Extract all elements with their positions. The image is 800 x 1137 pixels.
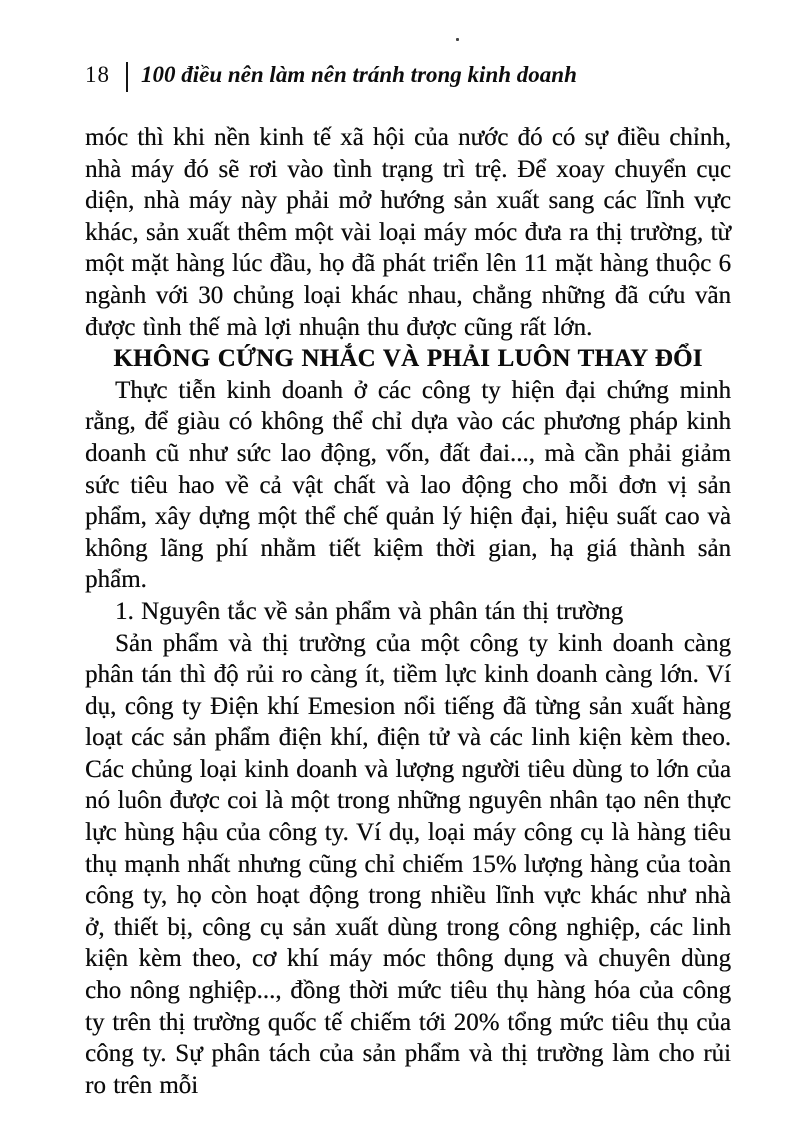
page-number: 18 xyxy=(85,62,110,87)
paragraph-2: Thực tiễn kinh doanh ở các công ty hiện đại chứng minh rằng, để giàu có không thể chỉ dựa vào các phương pháp kinh doanh cũ như sức lao động, vốn, đất đai..., mà cần phải giảm sức tiêu hao về cả vật chất và lao động cho mỗi đơn vị sản phẩm, xây dựng một thể chế quản lý hiện đại, hiệu suất cao và không lãng phí nhằm tiết kiệm thời gian, hạ giá thành sản phẩm. xyxy=(85,376,731,594)
header-divider xyxy=(126,62,128,92)
section-heading: KHÔNG CỨNG NHẮC VÀ PHẢI LUÔN THAY ĐỔI xyxy=(113,345,703,373)
numbered-subheading: 1. Nguyên tắc về sản phẩm và phân tán thị trường xyxy=(115,597,624,625)
paragraph-1: móc thì khi nền kinh tế xã hội của nước đó có sự điều chỉnh, nhà máy đó sẽ rơi vào tình trạng trì trệ. Để xoay chuyển cục diện, nhà máy này phải mở hướng sản xuất sang các lĩnh vực khác, sản xuất thêm một vài loại máy móc đưa ra thị trường, từ một mặt hàng lúc đầu, họ đã phát triển lên 11 mặt hàng thuộc 6 ngành với 30 chủng loại khác nhau, chẳng những đã cứu vãn được tình thế mà lợi nhuận thu được cũng rất lớn. xyxy=(85,124,731,341)
running-title: 100 điều nên làm nên tránh trong kinh doanh xyxy=(141,62,577,87)
paragraph-3: Sản phẩm và thị trường của một công ty kinh doanh càng phân tán thì độ rủi ro càng ít, tiềm lực kinh doanh càng lớn. Ví dụ, công ty Điện khí Emesion nổi tiếng đã từng sản xuất hàng loạt các sản phẩm điện khí, điện tử và các linh kiện kèm theo. Các chủng loại kinh doanh và lượng người tiêu dùng to lớn của nó luôn được coi là một trong những nguyên nhân tạo nên thực lực hùng hậu của công ty. Ví dụ, loại máy công cụ là hàng tiêu thụ mạnh nhất nhưng cũng chỉ chiếm 15% lượng hàng của toàn công ty, họ còn hoạt động trong nhiều lĩnh vực khác như nhà ở, thiết bị, công cụ sản xuất dùng trong công nghiệp, các linh kiện kèm theo, cơ khí máy móc thông dụng và chuyên dùng cho nông nghiệp..., đồng thời mức tiêu thụ hàng hóa của công ty trên thị trường quốc tế chiếm tới 20% tổng mức tiêu thụ của công ty. Sự phân tách của sản phẩm và thị trường làm cho rủi ro trên mỗi xyxy=(85,629,731,1099)
page-body xyxy=(85,122,731,1101)
page-header xyxy=(85,58,730,92)
scan-speck xyxy=(456,38,459,41)
